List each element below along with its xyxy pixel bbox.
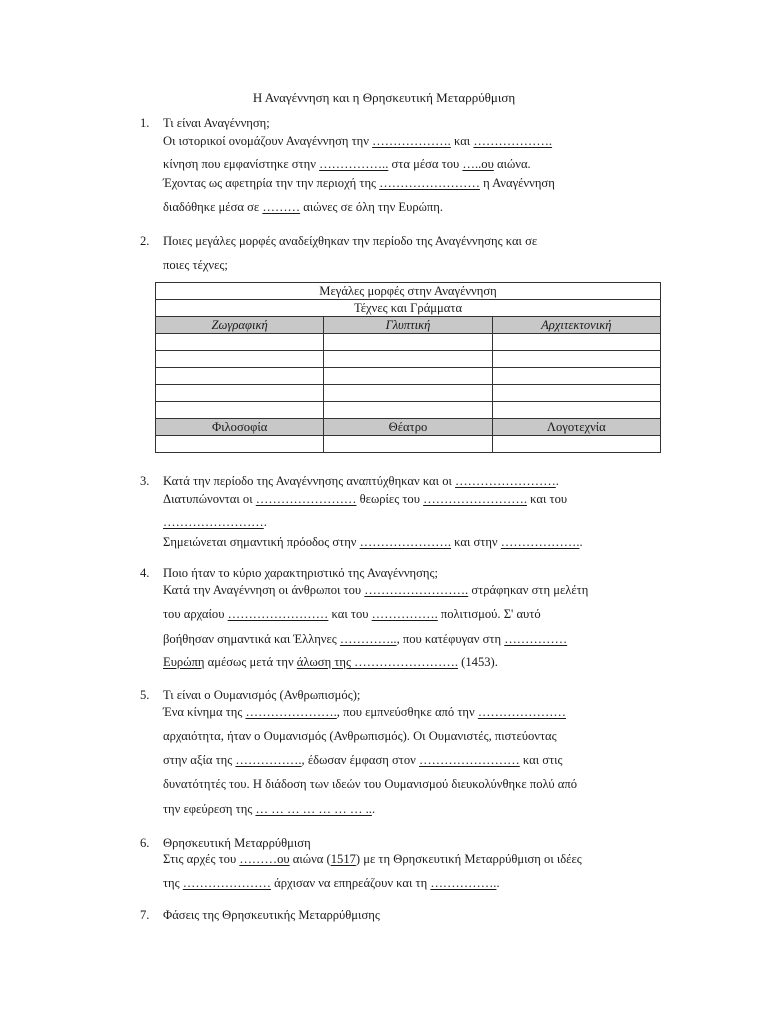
table-cell[interactable]: [156, 402, 324, 419]
blank-field[interactable]: …………………….: [354, 655, 459, 669]
question-text: ποιες τέχνες;: [163, 258, 228, 272]
text: , που κατέφυγαν στη: [396, 632, 505, 646]
blank-field[interactable]: ………………….: [359, 535, 451, 549]
text: διαδόθηκε μέσα σε: [163, 200, 263, 214]
text-line: [163, 474, 559, 489]
page-title: Η Αναγέννηση και η Θρησκευτική Μεταρρύθμιση: [252, 90, 516, 105]
table-cell[interactable]: [324, 402, 492, 419]
text-line: [163, 607, 541, 622]
question-text: Θρησκευτική Μεταρρύθμιση: [163, 836, 311, 850]
text-line: [163, 705, 566, 720]
text-line: [163, 802, 375, 817]
text: πολιτισμού. Σ' αυτό: [437, 607, 541, 621]
question-number: 3.: [140, 474, 150, 488]
blank-field[interactable]: …………………: [477, 705, 566, 719]
blank-field[interactable]: ……………: [504, 632, 568, 646]
question-text: Φάσεις της Θρησκευτικής Μεταρρύθμισης: [163, 908, 380, 922]
table-row: [156, 368, 661, 385]
column-header-painting: Ζωγραφική: [156, 317, 324, 334]
table-cell[interactable]: [492, 351, 660, 368]
text: βοήθησαν σημαντικά και Έλληνες: [163, 632, 340, 646]
question-number: 5.: [140, 688, 150, 702]
table-subtitle: Τέχνες και Γράμματα: [156, 300, 661, 317]
table-title: Μεγάλες μορφές στην Αναγέννηση: [156, 283, 661, 300]
blank-field[interactable]: ………ου: [239, 852, 290, 866]
text: αιώνες σε όλη την Ευρώπη.: [300, 200, 444, 214]
text: Κατά την περίοδο της Αναγέννησης αναπτύχθηκαν και οι: [163, 474, 456, 488]
blank-field[interactable]: …………………: [182, 876, 271, 890]
underlined-text: Ευρώπη: [163, 655, 205, 669]
text: .: [371, 802, 376, 816]
text: .: [263, 515, 267, 529]
text: αιώνα.: [493, 157, 531, 171]
blank-field[interactable]: …………….: [235, 753, 302, 767]
text: και στις: [519, 753, 563, 767]
text-line: [163, 852, 582, 867]
text-line: δυνατότητές του. Η διάδοση των ιδεών του Ουμανισμού διευκολύνθηκε πολύ από: [163, 777, 578, 791]
text: Κατά την Αναγέννηση οι άνθρωποι του: [163, 583, 365, 597]
question-number: 1.: [140, 116, 150, 130]
text: άρχισαν να επηρεάζουν και τη: [270, 876, 431, 890]
table-cell[interactable]: [492, 402, 660, 419]
table-cell[interactable]: [324, 334, 492, 351]
text-line: [163, 632, 567, 647]
text: και στην: [450, 535, 501, 549]
text: η Αναγέννηση: [479, 176, 555, 190]
text: και του: [527, 492, 568, 506]
text-line: [163, 753, 563, 768]
text: .: [555, 474, 559, 488]
blank-field[interactable]: ……………………: [163, 515, 264, 529]
text: του αρχαίου: [163, 607, 228, 621]
text-line: [163, 515, 267, 530]
blank-field[interactable]: … … … … … … … ..: [255, 802, 372, 816]
text: , έδωσαν έμφαση στον: [301, 753, 420, 767]
blank-field[interactable]: ……………………: [227, 607, 329, 621]
text: στην αξία της: [163, 753, 236, 767]
table-cell[interactable]: [492, 436, 660, 453]
table-row: [156, 351, 661, 368]
column-header-sculpture: Γλυπτική: [324, 317, 492, 334]
text-line: [163, 655, 498, 670]
text: αιώνα (: [289, 852, 331, 866]
table-cell[interactable]: [156, 385, 324, 402]
question-text: Ποιες μεγάλες μορφές αναδείχθηκαν την περίοδο της Αναγέννησης και σε: [163, 234, 538, 248]
text: (1453).: [458, 655, 498, 669]
column-header-literature: Λογοτεχνία: [492, 419, 660, 436]
blank-field[interactable]: …………….: [430, 876, 497, 890]
blank-field[interactable]: …..ου: [462, 157, 494, 171]
blank-field[interactable]: ……………………: [455, 474, 556, 488]
table-cell[interactable]: [492, 385, 660, 402]
text: Στις αρχές του: [163, 852, 240, 866]
question-number: 6.: [140, 836, 150, 850]
text: Έχοντας ως αφετηρία την την περιοχή της: [163, 176, 380, 190]
blank-field[interactable]: ……………..: [319, 157, 389, 171]
blank-field[interactable]: …………..: [339, 632, 397, 646]
renaissance-figures-table: [155, 282, 661, 453]
blank-field[interactable]: ……………………: [255, 492, 357, 506]
text-line: [163, 134, 552, 149]
text-line: [163, 200, 443, 215]
text: κίνηση που εμφανίστηκε στην: [163, 157, 320, 171]
text: Διατυπώνονται οι: [163, 492, 256, 506]
text: της: [163, 876, 183, 890]
text: και του: [328, 607, 372, 621]
table-row: [156, 436, 661, 453]
blank-field[interactable]: ………: [262, 200, 301, 214]
table-row: [156, 402, 661, 419]
blank-field[interactable]: …………………….: [423, 492, 528, 506]
text: , που εμπνεύσθηκε από την: [336, 705, 478, 719]
text: στα μέσα του: [388, 157, 463, 171]
text: στράφηκαν στη μελέτη: [468, 583, 589, 597]
text: θεωρίες του: [356, 492, 424, 506]
blank-field[interactable]: ……………….: [372, 134, 451, 148]
table-cell[interactable]: [156, 334, 324, 351]
table-row: [156, 385, 661, 402]
text-line: [163, 157, 531, 172]
table-row: [156, 334, 661, 351]
table-cell[interactable]: [156, 351, 324, 368]
text: ) με τη Θρησκευτική Μεταρρύθμιση οι ιδέες: [355, 852, 582, 866]
table-cell[interactable]: [492, 334, 660, 351]
table-cell[interactable]: [492, 368, 660, 385]
question-number: 2.: [140, 234, 150, 248]
text: την εφεύρεση της: [163, 802, 256, 816]
question-text: Τι είναι ο Ουμανισμός (Ανθρωπισμός);: [163, 688, 361, 702]
column-header-theatre: Θέατρο: [324, 419, 492, 436]
table-cell[interactable]: [324, 351, 492, 368]
question-number: 4.: [140, 566, 150, 580]
underlined-text: 1517: [330, 852, 356, 866]
blank-field[interactable]: ……………………: [419, 753, 520, 767]
text: .: [579, 535, 583, 549]
text: .: [496, 876, 500, 890]
text-line: [163, 176, 555, 191]
blank-field[interactable]: ……………….: [500, 535, 580, 549]
table-cell[interactable]: [156, 436, 324, 453]
table-cell[interactable]: [324, 436, 492, 453]
question-number: 7.: [140, 908, 150, 922]
blank-field[interactable]: …………………….: [364, 583, 469, 597]
column-header-philosophy: Φιλοσοφία: [156, 419, 324, 436]
text: Ένα κίνημα της: [163, 705, 246, 719]
table-cell[interactable]: [156, 368, 324, 385]
text: Σημειώνεται σημαντική πρόοδος στην: [163, 535, 360, 549]
blank-field[interactable]: ……………….: [473, 134, 553, 148]
text: και: [450, 134, 474, 148]
text-line: [163, 492, 567, 507]
table-cell[interactable]: [324, 368, 492, 385]
text-line: αρχαιότητα, ήταν ο Ουμανισμός (Ανθρωπισμός). Οι Ουμανιστές, πιστεύοντας: [163, 729, 557, 743]
text: αμέσως μετά την: [204, 655, 297, 669]
table-cell[interactable]: [324, 385, 492, 402]
column-header-architecture: Αρχιτεκτονική: [492, 317, 660, 334]
text: Οι ιστορικοί ονομάζουν Αναγέννηση την: [163, 134, 373, 148]
text-line: [163, 876, 500, 891]
text-line: [163, 535, 583, 550]
underlined-text: άλωση της: [296, 655, 355, 669]
question-text: Τι είναι Αναγέννηση;: [163, 116, 270, 130]
blank-field[interactable]: ……………………: [379, 176, 480, 190]
blank-field[interactable]: ………………….: [245, 705, 337, 719]
text-line: [163, 583, 588, 598]
question-text: Ποιο ήταν το κύριο χαρακτηριστικό της Αναγέννησης;: [163, 566, 438, 580]
blank-field[interactable]: …………….: [371, 607, 438, 621]
